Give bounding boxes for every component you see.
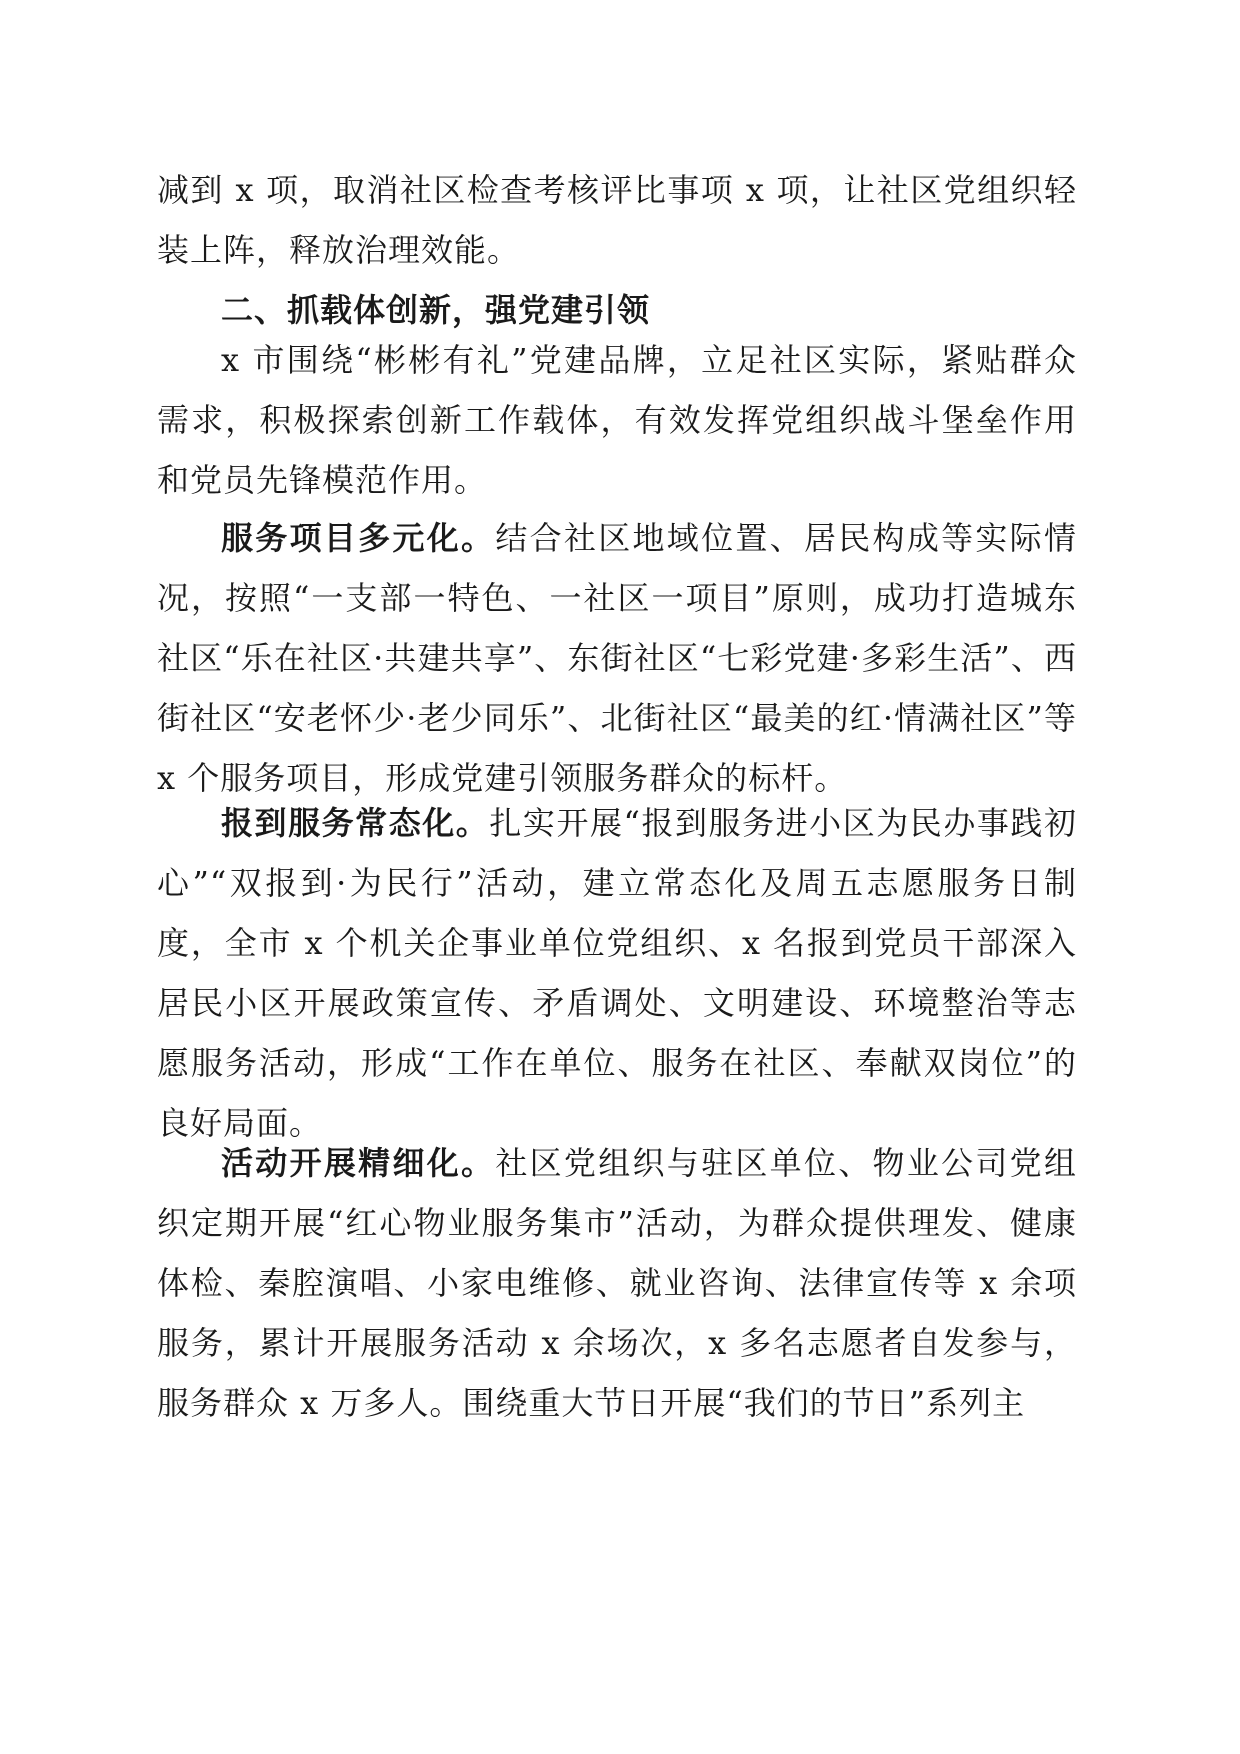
paragraph-title: 报到服务常态化。	[221, 804, 490, 842]
paragraph-body: 结合社区地域位置、居民构成等实际情况，按照“一支部一特色、一社区一项目”原则，成功打造城东社区“乐在社区·共建共享”、东街社区“七彩党建·多彩生活”、西街社区“安老怀少·老少同乐”、北街社区“最美的红·情满社区”等 x 个服务项目，形成党建引领服务群众的标杆。	[157, 519, 1077, 797]
paragraph-service-projects	[157, 508, 1077, 808]
paragraph-report-service	[157, 793, 1077, 1153]
paragraph-activities	[157, 1133, 1077, 1433]
paragraph-continuation: 减到 x 项，取消社区检查考核评比事项 x 项，让社区党组织轻装上阵，释放治理效能。	[157, 171, 1077, 269]
paragraph-title: 服务项目多元化。	[221, 519, 496, 557]
paragraph-title: 活动开展精细化。	[221, 1144, 496, 1182]
paragraph-body: 扎实开展“报到服务进小区为民办事践初心”“双报到·为民行”活动，建立常态化及周五志愿服务日制度，全市 x 个机关企事业单位党组织、x 名报到党员干部深入居民小区开展政策宣传、矛盾调处、文明建设、环境整治等志愿服务活动，形成“工作在单位、服务在社区、奉献双岗位”的良好局面。	[157, 804, 1077, 1142]
section-intro-paragraph: x 市围绕“彬彬有礼”党建品牌，立足社区实际，紧贴群众需求，积极探索创新工作载体，有效发挥党组织战斗堡垒作用和党员先锋模范作用。	[157, 341, 1077, 499]
section-heading: 二、抓载体创新，强党建引领	[221, 291, 651, 329]
paragraph-body: 社区党组织与驻区单位、物业公司党组织定期开展“红心物业服务集市”活动，为群众提供理发、健康体检、秦腔演唱、小家电维修、就业咨询、法律宣传等 x 余项服务，累计开展服务活动 x 余场次，x 多名志愿者自发参与，服务群众 x 万多人。围绕重大节日开展“我们的节日”系列主	[157, 1144, 1077, 1422]
